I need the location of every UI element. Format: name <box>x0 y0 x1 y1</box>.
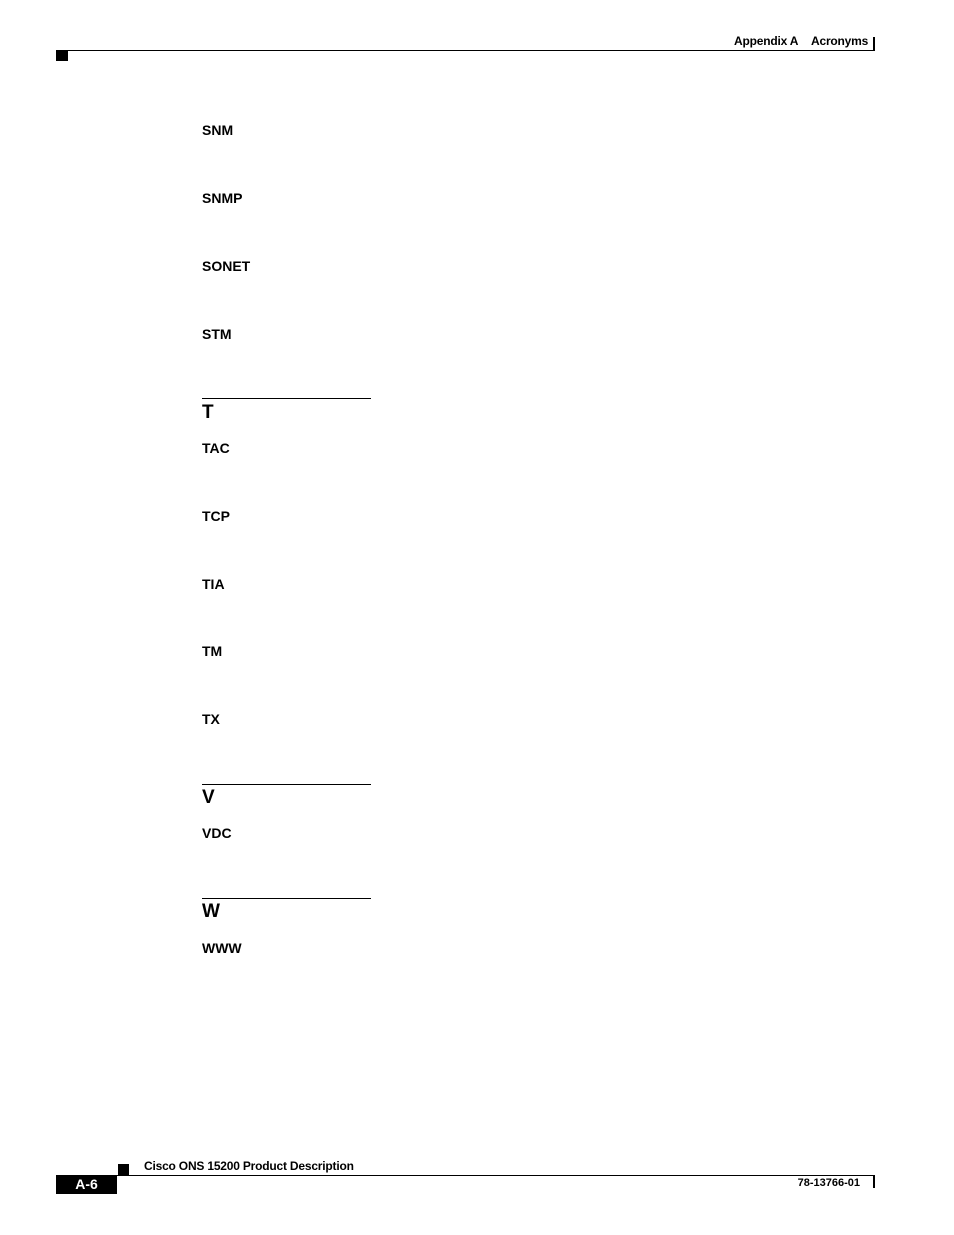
section-heading-w: W <box>202 901 220 922</box>
footer-vertical-bar <box>873 1175 875 1188</box>
header-square-marker <box>56 51 68 61</box>
acronym-term: TAC <box>202 440 230 456</box>
acronym-term: WWW <box>202 940 242 956</box>
acronym-term: STM <box>202 326 232 342</box>
section-heading-v: V <box>202 787 215 808</box>
acronym-term: SONET <box>202 258 251 274</box>
header-vertical-bar <box>873 37 875 51</box>
acronym-term: SNM <box>202 122 234 138</box>
footer-book-title: Cisco ONS 15200 Product Description <box>144 1159 354 1173</box>
acronym-term: TX <box>202 711 220 727</box>
header-appendix: Appendix A <box>734 34 799 48</box>
acronym-term: TCP <box>202 508 230 524</box>
section-rule-v <box>202 784 371 785</box>
footer-page-number: A-6 <box>56 1175 117 1194</box>
acronym-term: TIA <box>202 576 225 592</box>
acronym-term: SNMP <box>202 190 243 206</box>
footer-square-marker <box>118 1164 129 1175</box>
header-chapter: Acronyms <box>811 34 869 48</box>
header-rule <box>56 50 875 51</box>
section-rule-w <box>202 898 371 899</box>
acronym-term: VDC <box>202 825 232 841</box>
footer-doc-number: 78-13766-01 <box>797 1177 860 1189</box>
section-rule-t <box>202 398 371 399</box>
acronym-term: TM <box>202 643 223 659</box>
section-heading-t: T <box>202 402 214 423</box>
footer-rule <box>56 1175 875 1176</box>
